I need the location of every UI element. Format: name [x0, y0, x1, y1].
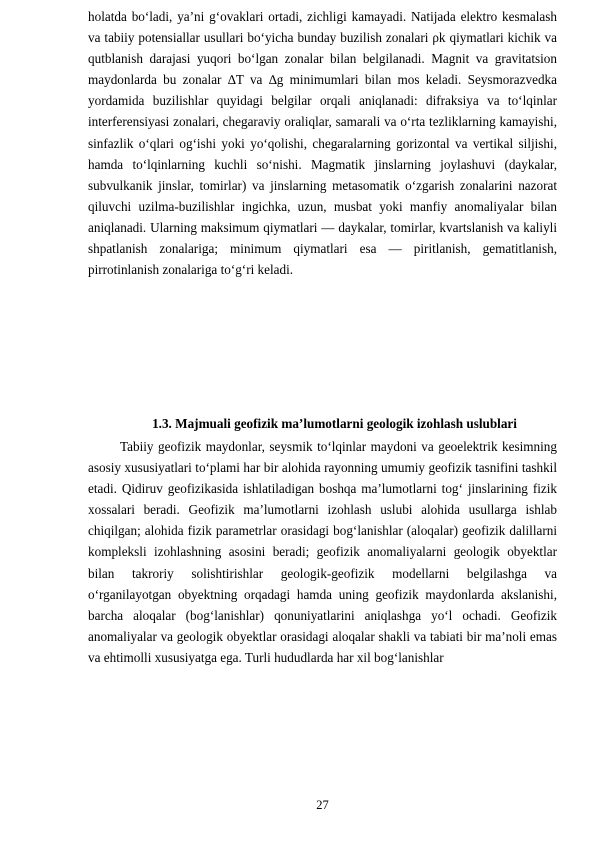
body-paragraph: Tabiiy geofizik maydonlar, seysmik to‘lqinlar maydoni va geoelektrik kesimning asosiy xususiyatlari to‘plami har bir alohida rayonning umumiy geofizik tasnifini tashkil etadi. Qidiruv geofizikasida ishlatiladigan boshqa ma’lumotlarni tog‘ jinslarining fizik xossalari beradi. Geofizik ma’lumotlarni izohlash uslubi alohida usullarga ishlab chiqilgan; alohida fizik parametrlar orasidagi bog‘lanishlar (aloqalar) geofizik dalillarni kompleksli izohlashning asosini beradi; geofizik anomaliyalarni geologik obyektlar bilan takroriy solishtirishlar geologik-geofizik modellarni belgilashga va o‘rganilayotgan obyektning orqadagi hamda uning geofizik maydonlarda akslanishi, barcha aloqalar (bog‘lanishlar) qonuniyatlarini aniqlashga yo‘l ochadi. Geofizik anomaliyalar va geologik obyektlar orasidagi aloqalar shakli va tabiati bir ma’noli emas va ehtimolli xususiyatga ega. Turli hududlarda har xil bog‘lanishlar — [88, 439, 557, 665]
page-number: 27 — [316, 798, 329, 812]
section-heading: 1.3. Majmuali geofizik ma’lumotlarni geologik izohlash uslublari — [152, 416, 517, 431]
body-paragraph-continued: holatda bo‘ladi, ya’ni g‘ovaklari ortadi, zichligi kamayadi. Natijada elektro kesmalash va tabiiy potensiallar usullari bo‘yicha bunday buzilish zonalari ρk qiymatlari kichik va qutblanish darajasi yuqori bo‘lgan zonalar bilan belgilanadi. Magnit va gravitatsion maydonlarda bu zonalar ∆T va ∆g minimumlari bilan mos keladi. Seysmorazvedka yordamida buzilishlar quyidagi belgilar orqali aniqlanadi: difraksiya va to‘lqinlar interferensiyasi zonalari, chegaraviy oraliqlar, samarali va o‘rta tezliklarning kamayishi, sinfazlik o‘qlari og‘ishi yoki yo‘qolishi, chegaralarning gorizontal va vertikal siljishi, hamda to‘lqinlarning kuchli so‘nishi. Magmatik jinslarning joylashuvi (daykalar, subvulkanik jinslar, tomirlar) va jinslarning metasomatik o‘zgarish zonalarini nazorat qiluvchi uzilma-buzilishlar ingichka, uzun, musbat yoki manfiy anomaliyalar bilan aniqlanadi. Ularning maksimum qiymatlari — daykalar, tomirlar, kvartslanish va kaliyli shpatlanish zonalariga; minimum qiymatlari esa — piritlanish, gematitlanish, pirrotinlanish zonalariga to‘g‘ri keladi. — [88, 9, 557, 278]
